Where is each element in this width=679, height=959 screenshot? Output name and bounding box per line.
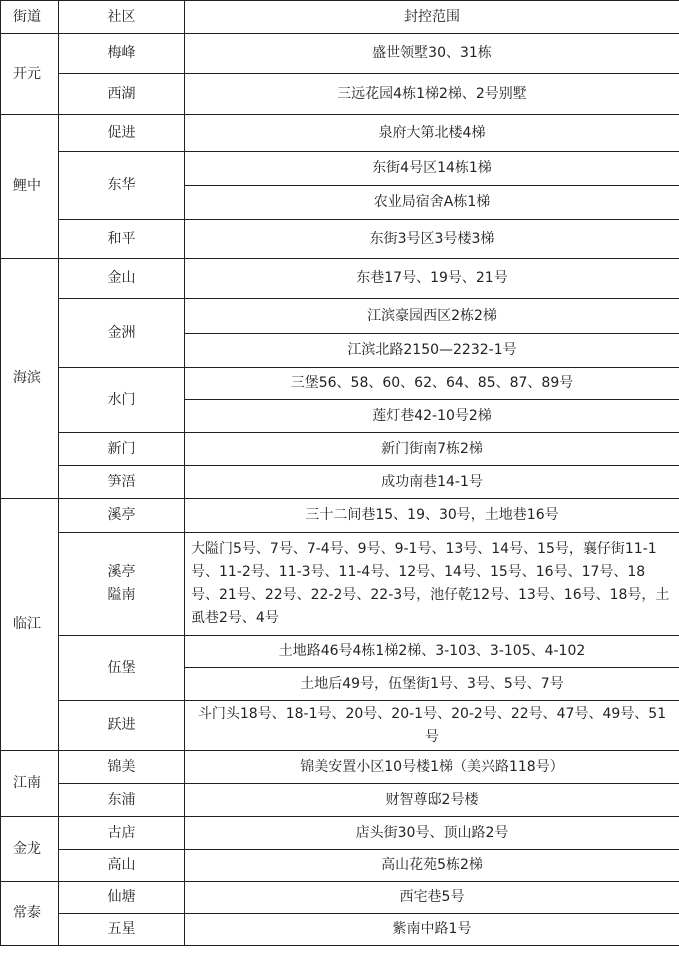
table-row [1,850,679,882]
community-wuxing: 五星 [59,914,185,946]
community-xiting-ainan [59,533,185,636]
table-row [1,433,679,466]
street-changtai: 常泰 [1,882,59,946]
scope-cell: 店头街30号、顶山路2号 [185,817,679,850]
header-community: 社区 [59,1,185,34]
scope-cell: 莲灯巷42-10号2梯 [185,400,679,433]
community-xiting: 溪亭 [59,499,185,533]
scope-cell: 大隘门5号、7号、7-4号、9号、9-1号、13号、14号、15号，襄仔街11-1号、11-2号、11-3号、11-4号、12号、14号、15号、16号、17号、18号、21号、22号、22-2号、22-3号，池仔乾12号、13号、16号、18号，土虱巷2号、4号 [185,533,679,636]
table-row [1,817,679,850]
scope-cell: 东巷17号、19号、21号 [185,259,679,299]
community-meifeng: 梅峰 [59,34,185,74]
table-row [1,259,679,299]
scope-cell: 斗门头18号、18-1号、20号、20-1号、20-2号、22号、47号、49号、51号 [185,701,679,751]
street-jiangnan: 江南 [1,751,59,817]
scope-cell: 东街3号区3号楼3梯 [185,220,679,259]
table-row [1,220,679,259]
table-row [1,533,679,636]
street-haibin: 海滨 [1,259,59,499]
scope-cell: 三远花园4栋1梯2梯、2号别墅 [185,74,679,115]
scope-cell: 财智尊邸2号楼 [185,784,679,817]
table-row [1,499,679,533]
community-jinmei: 锦美 [59,751,185,784]
scope-cell: 紫南中路1号 [185,914,679,946]
scope-cell: 江滨豪园西区2栋2梯 [185,299,679,334]
scope-cell: 三十二间巷15、19、30号，土地巷16号 [185,499,679,533]
community-sunwu: 笋浯 [59,466,185,499]
table-header-row [1,1,679,34]
header-street: 街道 [1,1,59,34]
community-heping: 和平 [59,220,185,259]
table-row [1,914,679,946]
community-xiantang: 仙塘 [59,882,185,914]
scope-cell: 新门街南7栋2梯 [185,433,679,466]
header-scope: 封控范围 [185,1,679,34]
community-donghua: 东华 [59,152,185,220]
community-cujin: 促进 [59,115,185,152]
scope-cell: 三堡56、58、60、62、64、85、87、89号 [185,368,679,400]
community-gudian: 古店 [59,817,185,850]
community-yuejin: 跃进 [59,701,185,751]
scope-cell: 土地后49号，伍堡街1号、3号、5号、7号 [185,668,679,701]
scope-cell: 泉府大第北楼4梯 [185,115,679,152]
scope-cell: 锦美安置小区10号楼1梯（美兴路118号） [185,751,679,784]
table-row [1,466,679,499]
community-xinmen: 新门 [59,433,185,466]
table-row [1,636,679,668]
community-jinshan: 金山 [59,259,185,299]
street-lizhong: 鲤中 [1,115,59,259]
table-row [1,784,679,817]
scope-cell: 盛世领墅30、31栋 [185,34,679,74]
community-ainan: 隘南 [107,587,136,603]
street-linjiang: 临江 [1,499,59,751]
street-kaiyuan: 开元 [1,34,59,115]
scope-cell: 西宅巷5号 [185,882,679,914]
community-gaoshan: 高山 [59,850,185,882]
scope-cell: 成功南巷14-1号 [185,466,679,499]
scope-cell: 农业局宿舍A栋1梯 [185,186,679,220]
community-xihu: 西湖 [59,74,185,115]
table-row [1,368,679,400]
table-row [1,299,679,334]
table-row [1,751,679,784]
table-row [1,34,679,74]
table-row [1,74,679,115]
table-row [1,115,679,152]
scope-cell: 江滨北路2150—2232-1号 [185,334,679,368]
scope-cell: 东街4号区14栋1梯 [185,152,679,186]
scope-cell: 土地路46号4栋1梯2梯、3-103、3-105、4-102 [185,636,679,668]
community-xiting2: 溪亭 [107,564,136,580]
table-row [1,701,679,751]
community-jinzhou: 金洲 [59,299,185,368]
table-row [1,882,679,914]
community-shuimen: 水门 [59,368,185,433]
scope-cell: 高山花苑5栋2梯 [185,850,679,882]
table-row [1,152,679,186]
street-jinlong: 金龙 [1,817,59,882]
community-wubao: 伍堡 [59,636,185,701]
community-dongpu: 东浦 [59,784,185,817]
